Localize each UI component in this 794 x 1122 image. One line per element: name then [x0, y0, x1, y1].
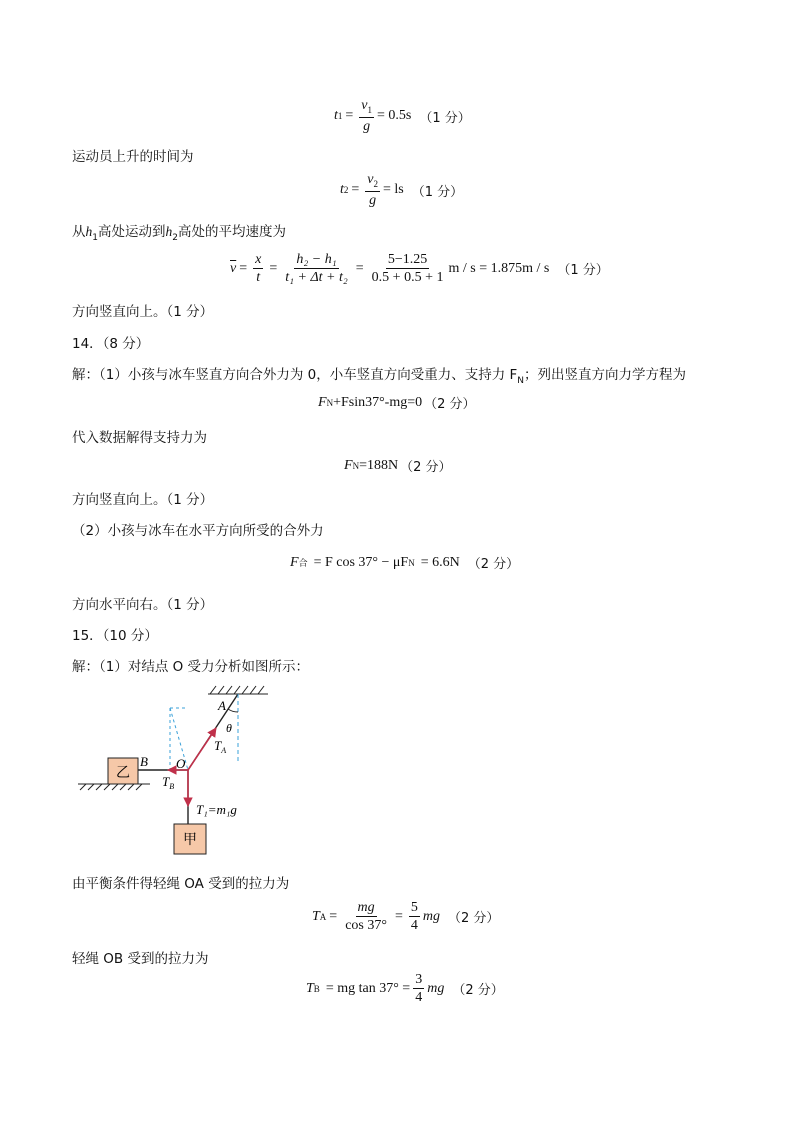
label-tb: $T_B$ [162, 774, 175, 791]
ceiling-hatch [208, 686, 268, 694]
label-t1: T₁=m₁g [196, 802, 237, 817]
line-ascend-time: 运动员上升的时间为 [72, 149, 194, 165]
equation-ta: T A = $\frac{mg}{\cos 37^\circ}$ = $\frac{5}{4}$ mg （2 分） [312, 900, 500, 934]
line-substitute: 代入数据解得支持力为 [72, 430, 207, 446]
line-tension-oa: 由平衡条件得轻绳 OA 受到的拉力为 [72, 876, 290, 892]
question-14-part-2: （2）小孩与冰车在水平方向所受的合外力 [72, 523, 324, 539]
question-15-solution-1: 解：（1）对结点 O 受力分析如图所示： [72, 659, 310, 675]
label-a: A [218, 698, 226, 713]
arrow-ta [188, 728, 216, 770]
line-tension-ob: 轻绳 OB 受到的拉力为 [72, 951, 209, 967]
label-o: O [176, 756, 186, 771]
equation-average-velocity: $\overline{v}$ = $\frac{x}{t}$ = $\frac{\text{h₂ − h₁}}{\text{t₁ + Δt + t₂}}$ = $\frac{5-1.25}{0.5 + 0.5 + 1}$ m / s = 1.875m / s （1 分） [230, 252, 609, 286]
label-ta: $T_A$ [214, 738, 227, 755]
force-diagram [70, 680, 290, 860]
equation-tb: T B = mg tan 37° = $\frac{3}{4}$ mg （2 分） [306, 972, 504, 1006]
angle-arc [228, 709, 238, 712]
question-14-header: 14．（8 分） [72, 336, 150, 352]
block-yi-label: 乙 [116, 766, 130, 781]
question-15-header: 15．（10 分） [72, 628, 158, 644]
block-jia-label: 甲 [183, 833, 197, 848]
equation-t1: t 1 = $\frac{v_1}{g}$ = 0.5s （1 分） [334, 98, 471, 134]
ground-hatch [78, 784, 150, 790]
equation-fn: F N +Fsin37°-mg=0 （2 分） [318, 394, 476, 412]
label-theta: θ [226, 721, 232, 735]
line-direction-right: 方向水平向右。（1 分） [72, 597, 214, 613]
label-b: B [140, 754, 148, 769]
question-14-solution-1: 解：（1）小孩与冰车竖直方向合外力为 0，小车竖直方向受重力、支持力 $F_N$；列出竖直方向力学方程为 [72, 367, 687, 386]
equation-t2: t 2 = $\frac{v_2}{g}$ = ls （1 分） [340, 172, 464, 208]
equation-f-net: F 合 = F cos 37° − μF N = 6.6N （2 分） [290, 554, 520, 572]
equation-fn-value: F N =188N （2 分） [344, 457, 452, 475]
line-from-h1-h2: 从$h_1$高处运动到$h_2$高处的平均速度为 [72, 224, 286, 243]
line-direction-up-1: 方向竖直向上。（1 分） [72, 304, 214, 320]
line-direction-up-2: 方向竖直向上。（1 分） [72, 492, 214, 508]
